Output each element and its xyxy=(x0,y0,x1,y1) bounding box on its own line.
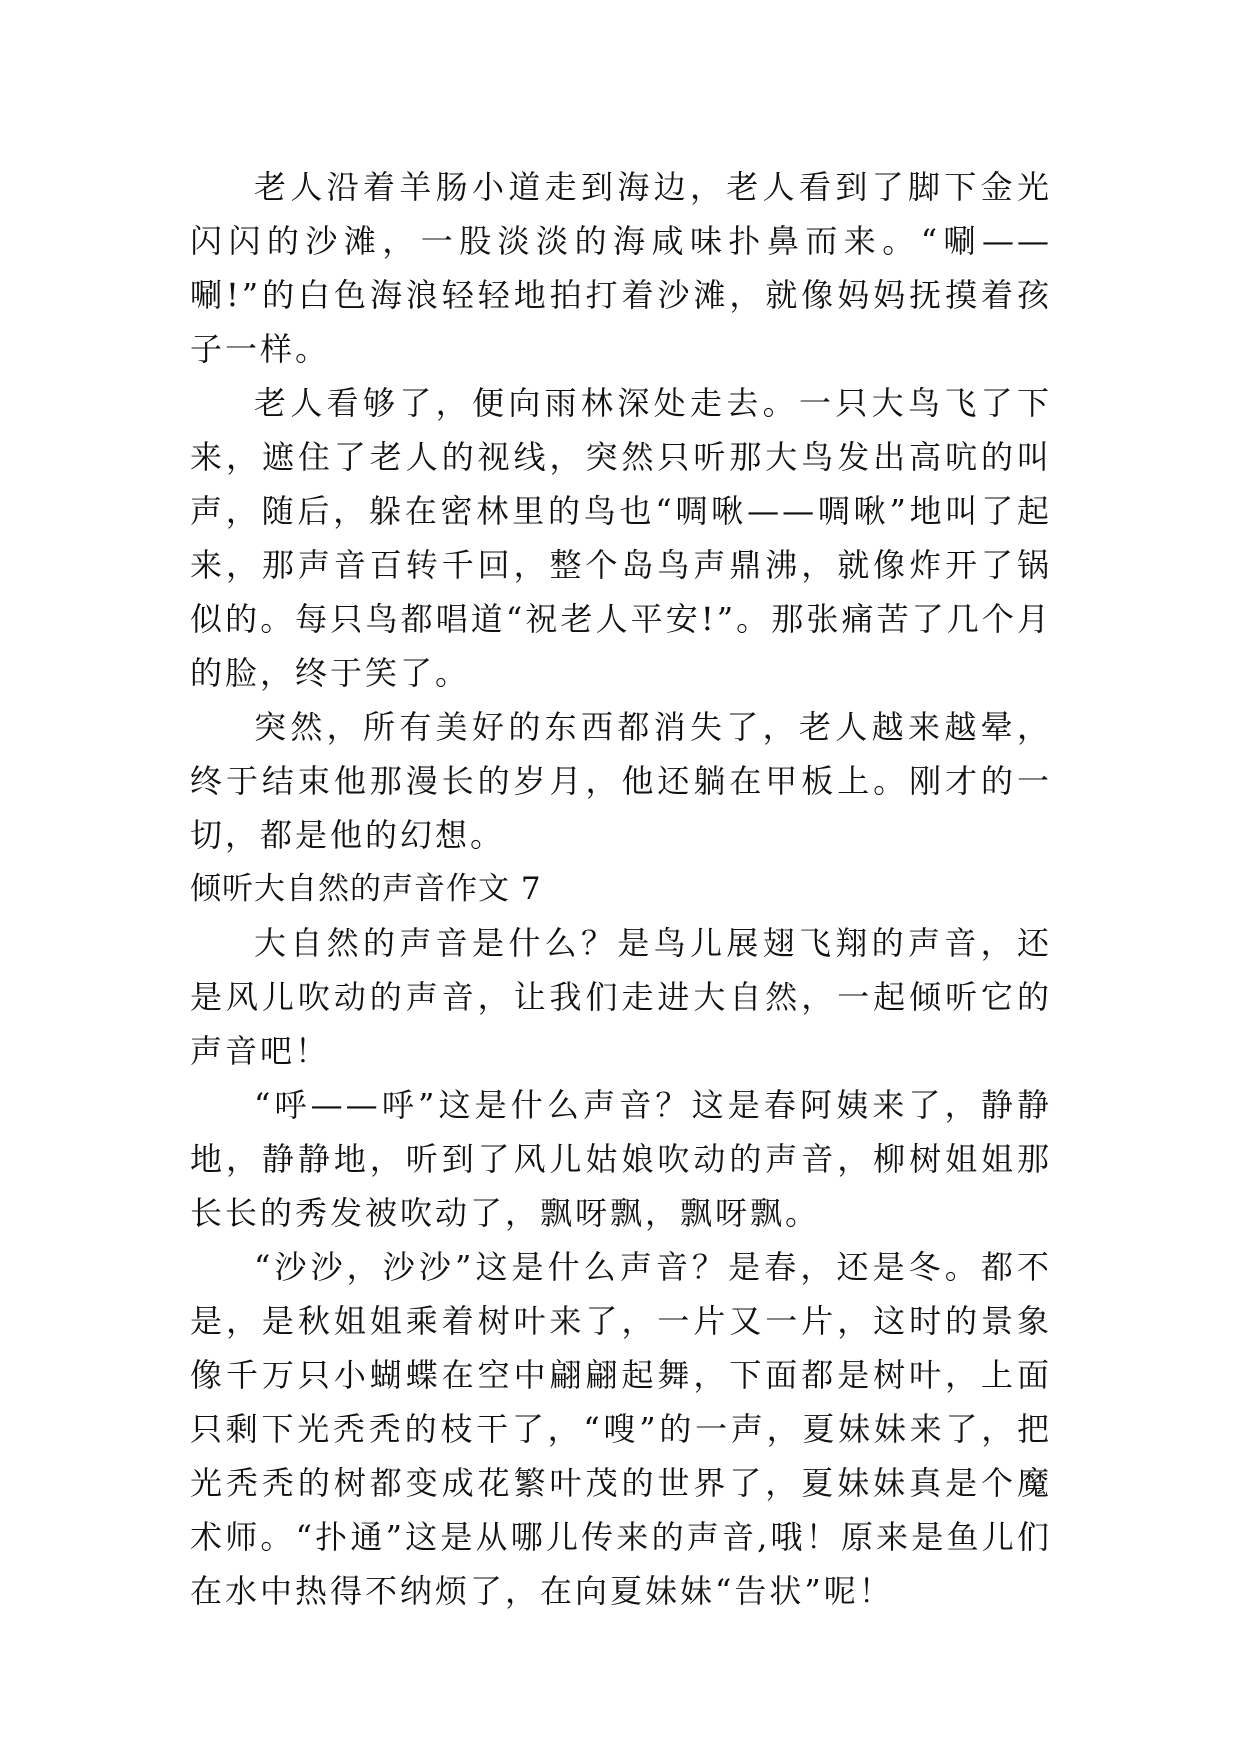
paragraph-fantasy-ends: 突然，所有美好的东西都消失了，老人越来越晕，终于结束他那漫长的岁月，他还躺在甲板上。刚才的一切，都是他的幻想。 xyxy=(190,708,1052,854)
paragraph-seaside: 老人沿着羊肠小道走到海边，老人看到了脚下金光闪闪的沙滩，一股淡淡的海咸味扑鼻而来。“唰——唰!”的白色海浪轻轻地拍打着沙滩，就像妈妈抚摸着孩子一样。 xyxy=(190,168,1052,368)
section-title: 倾听大自然的声音作文 7 xyxy=(190,871,542,907)
document-body xyxy=(190,160,1052,1618)
paragraph-rainforest-birds: 老人看够了，便向雨林深处走去。一只大鸟飞了下来，遮住了老人的视线，突然只听那大鸟发出高吭的叫声，随后，躲在密林里的鸟也“啁啾——啁啾”地叫了起来，那声音百转千回，整个岛鸟声鼎沸，就像炸开了锅似的。每只鸟都唱道“祝老人平安!”。那张痛苦了几个月的脸，终于笑了。 xyxy=(190,384,1052,692)
paragraph-autumn-summer: “沙沙，沙沙”这是什么声音？是春，还是冬。都不是，是秋姐姐乘着树叶来了，一片又一片，这时的景象像千万只小蝴蝶在空中翩翩起舞，下面都是树叶，上面只剩下光秃秃的枝干了，“嗖”的一声，夏妹妹来了，把光秃秃的树都变成花繁叶茂的世界了，夏妹妹真是个魔术师。“扑通”这是从哪儿传来的声音,哦！原来是鱼儿们在水中热得不纳烦了，在向夏妹妹“告状”呢！ xyxy=(190,1248,1052,1610)
paragraph-spring-wind: “呼——呼”这是什么声音？这是春阿姨来了，静静地，静静地，听到了风儿姑娘吹动的声音，柳树姐姐那长长的秀发被吹动了，飘呀飘，飘呀飘。 xyxy=(190,1086,1052,1232)
paragraph-nature-sounds-intro: 大自然的声音是什么？是鸟儿展翅飞翔的声音，还是风儿吹动的声音，让我们走进大自然，一起倾听它的声音吧！ xyxy=(190,924,1052,1070)
